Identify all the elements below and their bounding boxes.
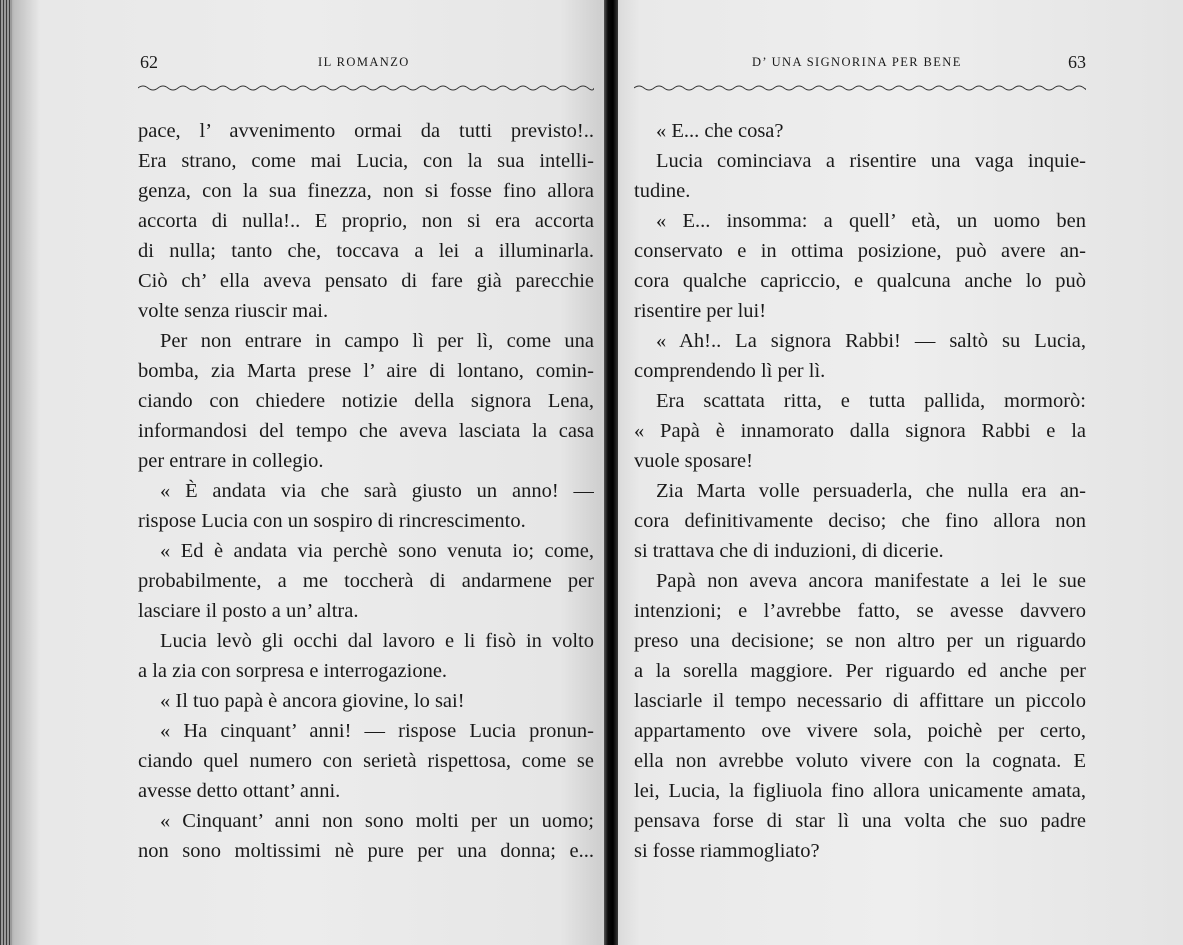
text-line: informandosi del tempo che aveva lasciata la casa [138,420,594,442]
text-line: Era scattata ritta, e tutta pallida, mormorò: [656,390,1086,412]
text-line: preso una decisione; se non altro per un riguardo [634,630,1086,652]
text-line: « Ed è andata via perchè sono venuta io; come, [160,540,594,562]
page-edges [0,0,12,945]
left-header-rule [138,82,594,94]
left-page-header [138,52,594,74]
text-line: Papà non aveva ancora manifestate a lei le sue [656,570,1086,592]
text-line: accorta di nulla!.. E proprio, non si era accorta [138,210,594,232]
text-line: vuole sposare! [634,450,753,472]
text-line: volte senza riuscir mai. [138,300,329,322]
book-gutter [604,0,618,945]
text-line: bomba, zia Marta prese l’ aire di lontano, comin- [138,360,594,382]
text-line: « E... insomma: a quell’ età, un uomo ben [656,210,1086,232]
text-line: a la sorella maggiore. Per riguardo ed anche per [634,660,1086,682]
right-page-text [634,116,1086,866]
text-line: cora definitivamente deciso; che fino allora non [634,510,1086,532]
text-line: comprendendo lì per lì. [634,360,826,382]
text-line: genza, con la sua finezza, non si fosse fino allora [138,180,594,202]
text-line: si trattava che di induzioni, di dicerie. [634,540,944,562]
left-page-number: 62 [140,52,158,72]
text-line: Lucia cominciava a risentire una vaga inquie- [656,150,1086,172]
text-line: lasciare il posto a un’ altra. [138,600,359,622]
left-page [138,0,594,945]
text-line: pensava forse di star lì una volta che suo padre [634,810,1086,832]
text-line: Lucia levò gli occhi dal lavoro e li fisò in volto [160,630,594,652]
text-line: rispose Lucia con un sospiro di rincrescimento. [138,510,526,532]
text-line: cora qualche capriccio, e qualcuna anche lo può [634,270,1086,292]
left-running-head: IL ROMANZO [318,55,410,69]
text-line: « Papà è innamorato dalla signora Rabbi e la [634,420,1086,442]
text-line: ella non avrebbe voluto vivere con la cognata. E [634,750,1086,772]
text-line: tudine. [634,180,691,202]
text-line: « Il tuo papà è ancora giovine, lo sai! [160,690,465,712]
text-line: ciando con chiedere notizie della signora Lena, [138,390,594,412]
text-line: « Ha cinquant’ anni! — rispose Lucia pronun- [160,720,594,742]
text-line: probabilmente, a me toccherà di andarmene per [138,570,594,592]
text-line: ciando quel numero con serietà rispettosa, come se [138,750,594,772]
text-line: non sono moltissimi nè pure per una donna; e... [138,840,594,862]
left-page-text [138,116,594,866]
text-line: Per non entrare in campo lì per lì, come una [160,330,594,352]
text-line: conservato e in ottima posizione, può avere an- [634,240,1086,262]
text-line: avesse detto ottant’ anni. [138,780,341,802]
right-page-header [634,52,1086,74]
right-page [634,0,1086,945]
text-line: pace, l’ avvenimento ormai da tutti previsto!.. [138,120,594,142]
text-line: « E... che cosa? [656,120,784,142]
right-running-head: D’ UNA SIGNORINA PER BENE [752,55,962,69]
text-line: « Cinquant’ anni non sono molti per un uomo; [160,810,594,832]
text-line: a la zia con sorpresa e interrogazione. [138,660,448,682]
text-line: appartamento ove vivere sola, poichè per certo, [634,720,1086,742]
text-line: Era strano, come mai Lucia, con la sua intelli- [138,150,594,172]
text-line: Zia Marta volle persuaderla, che nulla era an- [656,480,1086,502]
text-line: « Ah!.. La signora Rabbi! — saltò su Lucia, [656,330,1086,352]
text-line: lei, Lucia, la figliuola fino allora unicamente amata, [634,780,1086,802]
right-page-number: 63 [1068,52,1086,72]
text-line: di nulla; tanto che, toccava a lei a illuminarla. [138,240,594,262]
text-line: per entrare in collegio. [138,450,324,472]
text-line: lasciarle il tempo necessario di affittare un piccolo [634,690,1086,712]
text-line: risentire per lui! [634,300,767,322]
text-line: « È andata via che sarà giusto un anno! — [160,480,594,502]
text-line: si fosse riammogliato? [634,840,820,862]
text-line: Ciò ch’ ella aveva pensato di fare già parecchie [138,270,594,292]
right-header-rule [634,82,1086,94]
text-line: intenzioni; e l’avrebbe fatto, se avesse davvero [634,600,1086,622]
